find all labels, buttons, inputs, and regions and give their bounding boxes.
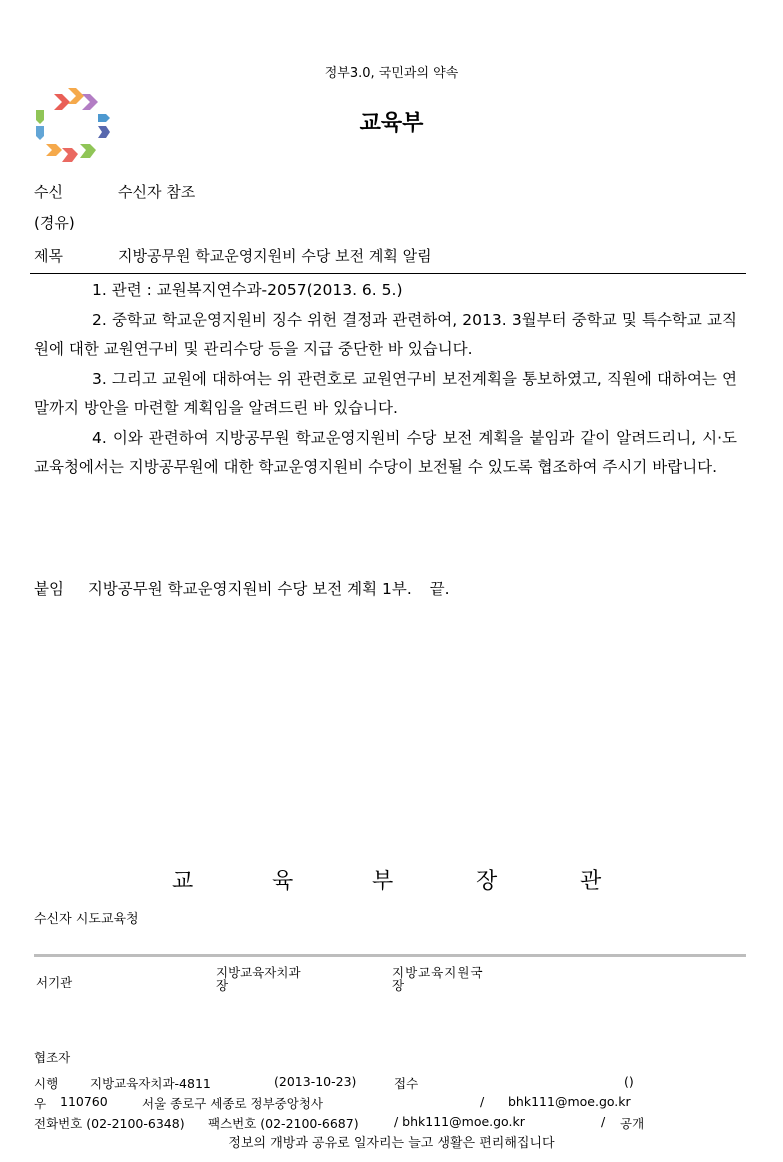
paragraph-2: 2. 중학교 학교운영지원비 징수 위헌 결정과 관련하여, 2013. 3월부터 중학교 및 특수학교 교직원에 대한 교원연구비 및 관리수당 등을 지급 중단한 바 있습니다. [34,310,737,358]
approval-head-1 [216,966,301,992]
attachment-text: 지방공무원 학교운영지원비 수당 보전 계획 1부. [87,580,412,598]
paragraph-3: 3. 그리고 교원에 대하여는 위 관련호로 교원연구비 보전계획을 통보하였고, 직원에 대하여는 연말까지 방안을 마련할 계획임을 알려드린 바 있습니다. [34,369,737,417]
sender-char: 육 [272,869,294,894]
approval-head-2-line1: 지방교육지원국 [392,965,484,980]
separator-slash: / [480,1094,485,1109]
via-label: (경유) [34,214,75,232]
sender-char: 장 [476,869,498,894]
fax-number: 팩스번호 (02-2100-6687) [208,1116,359,1131]
email-link[interactable]: / bhk111@moe.go.kr [394,1114,525,1129]
footer-motto: 정보의 개방과 공유로 일자리는 늘고 생활은 편리해집니다 [228,1136,555,1151]
approval-clerk: 서기관 [36,975,73,990]
recipient-label: 수신 [34,183,63,201]
recipient-value: 수신자 참조 [118,183,196,201]
disclosure-status: 공개 [620,1116,645,1131]
logo-bottom-arrows [46,144,96,162]
approval-head-1-line2: 장 [216,978,229,993]
approval-divider [34,954,746,957]
paragraph-4: 4. 이와 관련하여 지방공무원 학교운영지원비 수당 보전 계획을 붙임과 같이 알려드리니, 시·도교육청에서는 지방공무원에 대한 학교운영지원비 수당이 보전될 수 있도록 협조하여 주시기 바랍니다. [34,428,737,476]
subject-label: 제목 [34,247,63,265]
subject-value: 지방공무원 학교운영지원비 수당 보전 계획 알림 [118,247,432,265]
sender-title [172,864,612,894]
separator-slash: / [601,1114,606,1129]
recipients-value: 시도교육청 [75,912,139,927]
sender-char: 관 [580,869,602,894]
header-divider [30,273,746,274]
postal-code: 110760 [60,1094,108,1109]
address: 서울 종로구 세종로 정부중앙청사 [142,1096,323,1111]
organization-name: 교육부 [359,111,424,136]
slogan: 정부3.0, 국민과의 약속 [324,66,459,81]
receipt-label: 접수 [394,1076,419,1091]
exec-number: 지방교육자치과-4811 [90,1076,211,1091]
recipients-label: 수신자 [34,912,72,927]
exec-label: 시행 [34,1076,59,1091]
website-link[interactable]: bhk111@moe.go.kr [508,1094,631,1109]
approval-head-2-line2: 장 [392,978,406,993]
attachment-label: 붙임 [34,580,64,598]
paragraph-1: 1. 관련 : 교원복지연수과-2057(2013. 6. 5.) [92,281,403,299]
postal-label: 우 [34,1096,47,1111]
receipt-value: () [624,1074,634,1089]
end-mark: 끝. [429,580,450,598]
document-body [34,276,737,483]
exec-date: (2013-10-23) [274,1074,357,1089]
approval-head-1-line1: 지방교육자치과 [216,965,301,980]
recipients-line [34,908,139,927]
sender-char: 부 [372,869,394,894]
cooperator-label: 협조자 [34,1050,71,1065]
sender-char: 교 [172,869,194,894]
phone-number: 전화번호 (02-2100-6348) [34,1116,185,1131]
attachment-line [34,577,450,599]
approval-head-2 [392,966,484,992]
